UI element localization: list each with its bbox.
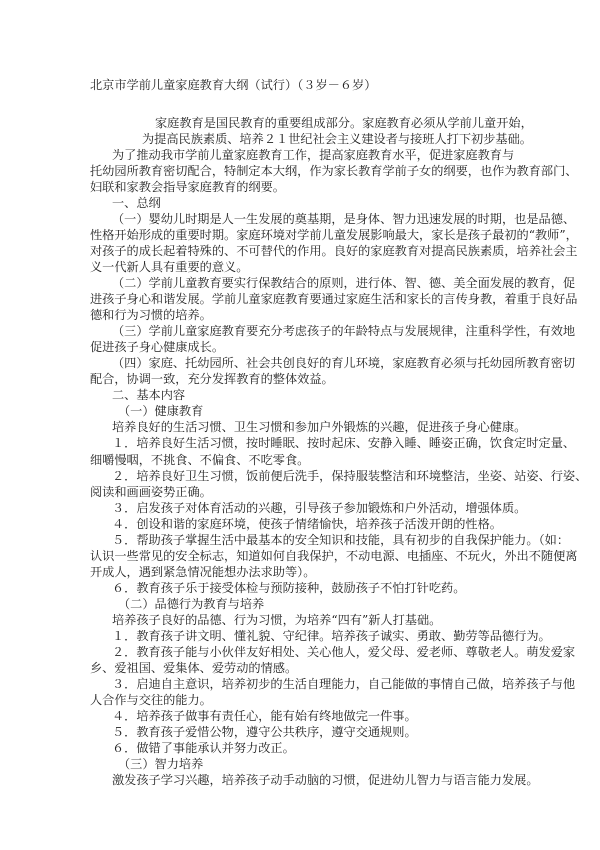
paragraph-line: 对孩子的成长起着特殊的、不可替代的作用。良好的家庭教育对提高民族素质，培养社会主 — [90, 244, 578, 258]
intro-line: 为提高民族素质、培养２１世纪社会主义建设者与接班人打下初步基础。 — [142, 132, 532, 146]
list-item: 人合作与交往的能力。 — [90, 693, 212, 707]
list-item: １．教育孩子讲文明、懂礼貌、守纪律。培养孩子诚实、勇敢、勤劳等品德行为。 — [112, 629, 551, 643]
paragraph-line: 进孩子身心和谐发展。学前儿童家庭教育要通过家庭生活和家长的言传身教，着重于良好品 — [90, 292, 578, 306]
paragraph-line: 德和行为习惯的培养。 — [90, 308, 212, 322]
subsection-heading: （二）品德行为教育与培养 — [118, 597, 265, 611]
purpose-line: 为了推动我市学前儿童家庭教育工作，提高家庭教育水平，促进家庭教育与 — [112, 148, 515, 162]
paragraph-line: 性格开始形成的重要时期。家庭环境对学前儿童发展影响最大，家长是孩子最初的“教师”， — [90, 228, 578, 242]
paragraph-line: （三）学前儿童家庭教育要充分考虑孩子的年龄特点与发展规律，注重科学性，有效地 — [112, 324, 576, 338]
list-item: ６．做错了事能承认并努力改正。 — [112, 741, 295, 755]
list-item: ３．启发孩子对体育活动的兴趣，引导孩子参加锻炼和户外活动，增强体质。 — [112, 501, 527, 515]
paragraph-line: 培养孩子良好的品德、行为习惯，为培养“四有”新人打基础。 — [112, 613, 442, 627]
subsection-heading: （一）健康教育 — [118, 404, 204, 418]
paragraph-line: （二）学前儿童教育要实行保教结合的原则，进行体、智、德、美全面发展的教育，促 — [112, 276, 576, 290]
subsection-heading: （三）智力培养 — [118, 757, 204, 771]
paragraph-line: 配合，协调一致，充分发挥教育的整体效益。 — [90, 372, 334, 386]
list-item: ４．创设和谐的家庭环境，使孩子情绪愉快，培养孩子活泼开朗的性格。 — [112, 517, 502, 531]
paragraph-line: 培养良好的生活习惯、卫生习惯和参加户外锻炼的兴趣，促进孩子身心健康。 — [112, 420, 527, 434]
list-item: ３．启迪自主意识，培养初步的生活自理能力，自己能做的事情自己做，培养孩子与他 — [112, 677, 576, 691]
section-heading: 一、总纲 — [112, 196, 161, 210]
list-item: 细嚼慢咽，不挑食、不偏食、不吃零食。 — [90, 453, 310, 467]
list-item: ２．教育孩子能与小伙伴友好相处、关心他人，爱父母、爱老师、尊敬老人。萌发爱家 — [112, 645, 576, 659]
paragraph-line: （一）婴幼儿时期是人一生发展的奠基期，是身体、智力迅速发展的时期，也是品德、 — [112, 212, 576, 226]
paragraph-line: 义一代新人具有重要的意义。 — [90, 260, 249, 274]
paragraph-line: 促进孩子身心健康成长。 — [90, 340, 225, 354]
list-item: ２．培养良好卫生习惯，饭前便后洗手，保持服装整洁和环境整洁，坐姿、站姿、行姿、 — [112, 469, 588, 483]
list-item: １．培养良好生活习惯，按时睡眠、按时起床、安静入睡、睡姿正确，饮食定时定量、 — [112, 436, 576, 450]
paragraph-line: （四）家庭、托幼园所、社会共创良好的育儿环境，家庭教育必须与托幼园所教育密切 — [112, 356, 576, 370]
section-heading: 二、基本内容 — [112, 388, 186, 402]
paragraph-line: 激发孩子学习兴趣，培养孩子动手动脑的习惯，促进幼儿智力与语言能力发展。 — [112, 773, 539, 787]
list-item: ５．教育孩子爱惜公物，遵守公共秩序，遵守交通规则。 — [112, 725, 417, 739]
purpose-line: 托幼园所教育密切配合，特制定本大纲，作为家长教育学前子女的纲要，也作为教育部门、 — [90, 164, 578, 178]
list-item: 开成人，遇到紧急情况能想办法求助等）。 — [90, 565, 316, 579]
purpose-line: 妇联和家教会指导家庭教育的纲要。 — [90, 180, 285, 194]
list-item: ６．教育孩子乐于接受体检与预防接种，鼓励孩子不怕打针吃药。 — [112, 581, 466, 595]
document-title: 北京市学前儿童家庭教育大纲（试行）（３岁－６岁） — [90, 78, 377, 92]
list-item: ４．培养孩子做事有责任心，能有始有终地做完一件事。 — [112, 709, 417, 723]
list-item: 认识一些常见的安全标志，知道如何自我保护，不动电源、电插座、不玩火，外出不随便离 — [90, 549, 578, 563]
list-item: 乡、爱祖国、爱集体、爱劳动的情感。 — [90, 661, 298, 675]
list-item: 阅读和画画姿势正确。 — [90, 485, 212, 499]
intro-line: 家庭教育是国民教育的重要组成部分。家庭教育必须从学前儿童开始， — [155, 116, 533, 130]
list-item: ５．帮助孩子掌握生活中最基本的安全知识和技能，具有初步的自我保护能力。（如： — [112, 533, 570, 547]
